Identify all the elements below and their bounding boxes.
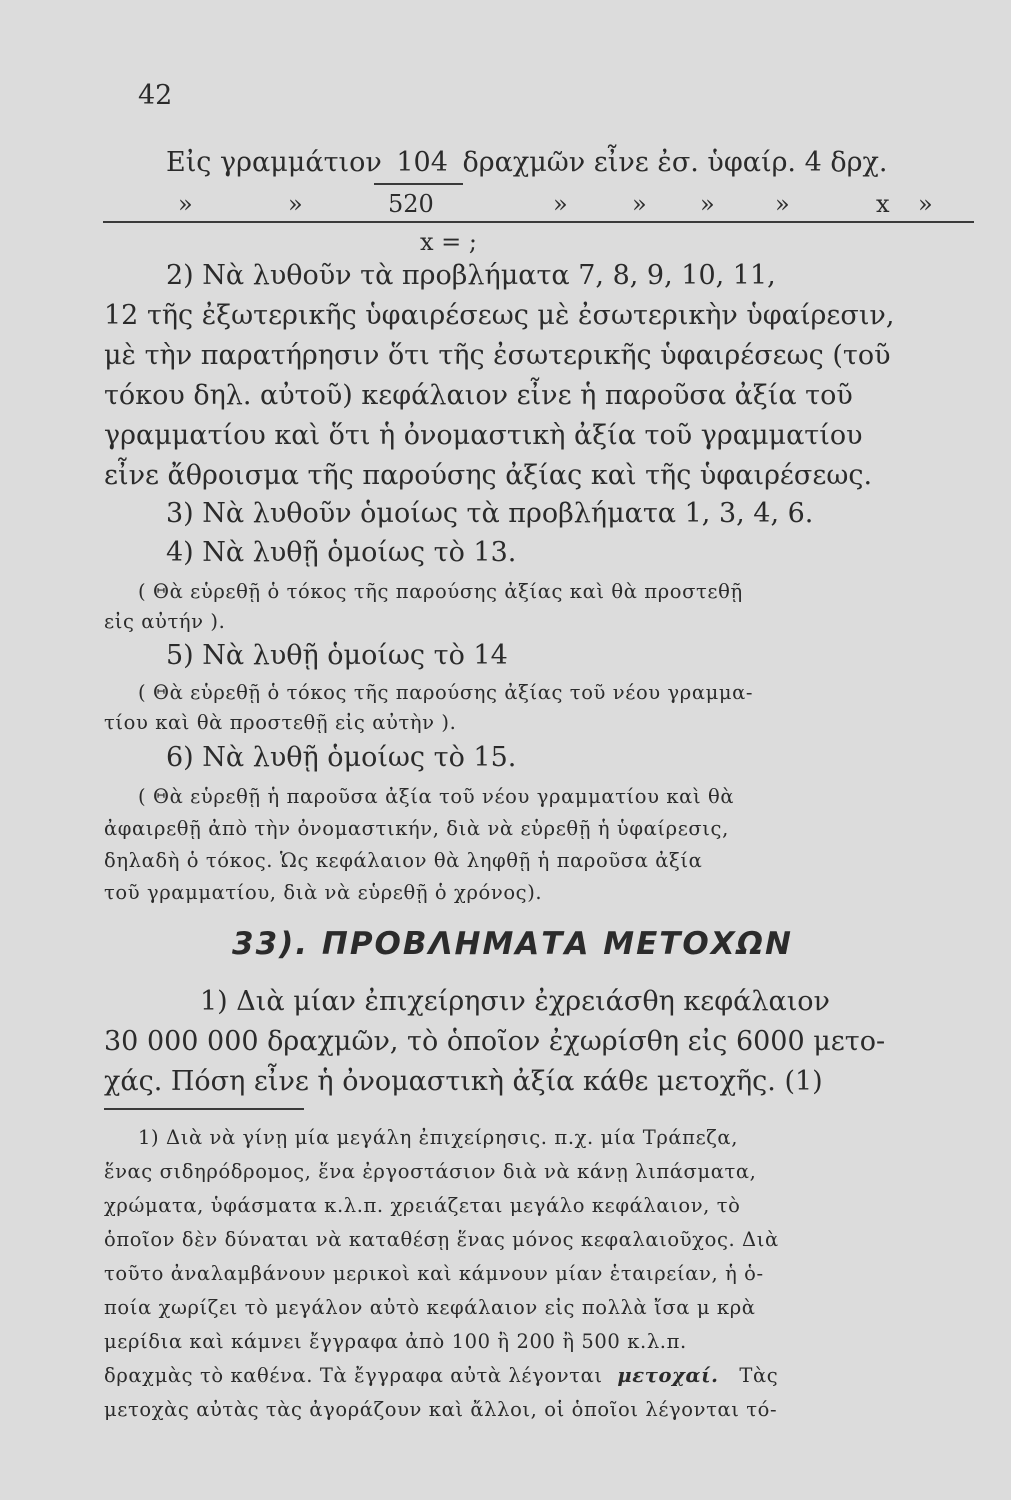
footnote-line: μερίδια καὶ κάμνει ἔγγραφα ἀπὸ 100 ἢ 200 ἢ 500 κ.λ.π. bbox=[104, 1330, 687, 1353]
fraction-row-1 bbox=[166, 147, 887, 178]
emphasized-term: μετοχαί. bbox=[617, 1364, 719, 1387]
ditto-mark: » bbox=[775, 190, 790, 218]
footnote-separator bbox=[104, 1108, 304, 1110]
paragraph-line: 5) Νὰ λυθῇ ὁμοίως τὸ 14 bbox=[166, 640, 508, 671]
ditto-mark: » bbox=[918, 190, 933, 218]
text-line: 2) Νὰ λυθοῦν τὰ προβλήματα 7, 8, 9, 10, 11, bbox=[166, 260, 776, 291]
section-heading: 33). ΠΡΟΒΛΗΜΑΤΑ ΜΕΤΟΧΩΝ bbox=[232, 926, 793, 962]
footnote-line: ἕνας σιδηρόδρομος, ἕνα ἐργοστάσιον διὰ νὰ κάνῃ λιπάσματα, bbox=[104, 1160, 757, 1183]
paragraph-line: 12 τῆς ἐξωτερικῆς ὑφαιρέσεως μὲ ἐσωτερικὴν ὑφαίρεσιν, bbox=[104, 300, 895, 331]
paragraph-line: εἶνε ἄθροισμα τῆς παρούσης ἀξίας καὶ τῆς ὑφαιρέσεως. bbox=[104, 460, 873, 491]
footnote-line bbox=[104, 1364, 778, 1387]
fraction-bar bbox=[374, 183, 463, 185]
problem-line: 30 000 000 δραχμῶν, τὸ ὁποῖον ἐχωρίσθη εἰς 6000 μετο- bbox=[104, 1026, 886, 1057]
footnote-line: ὁποῖον δὲν δύναται νὰ καταθέσῃ ἕνας μόνος κεφαλαιοῦχος. Διὰ bbox=[104, 1228, 779, 1251]
fraction-row-1-label: Εἰς γραμμάτιον bbox=[166, 147, 382, 178]
unknown-x: x bbox=[876, 190, 890, 218]
paragraph-line: γραμματίου καὶ ὅτι ἡ ὀνομαστικὴ ἀξία τοῦ γραμματίου bbox=[104, 420, 863, 451]
ditto-mark: » bbox=[288, 190, 303, 218]
ditto-mark: » bbox=[632, 190, 647, 218]
page-number: 42 bbox=[138, 80, 173, 111]
footnote-line: τοῦτο ἀναλαμβάνουν μερικοὶ καὶ κάμνουν μίαν ἑταιρείαν, ἡ ὁ- bbox=[104, 1262, 764, 1285]
paragraph-line: 6) Νὰ λυθῇ ὁμοίως τὸ 15. bbox=[166, 742, 517, 773]
fraction-denominator: 520 bbox=[388, 190, 434, 218]
fraction-row-2 bbox=[166, 190, 974, 220]
note-line: εἰς αὐτήν ). bbox=[104, 610, 226, 633]
ditto-mark: » bbox=[700, 190, 715, 218]
footnote-text: Τὰς bbox=[739, 1364, 779, 1387]
horizontal-rule bbox=[103, 221, 974, 223]
note-line: τίου καὶ θὰ προστεθῇ εἰς αὐτὴν ). bbox=[104, 711, 457, 734]
note-line: ( Θὰ εὑρεθῇ ἡ παροῦσα ἀξία τοῦ νέου γραμματίου καὶ θὰ bbox=[138, 785, 735, 808]
note-line: ( Θὰ εὑρεθῇ ὁ τόκος τῆς παρούσης ἀξίας τοῦ νέου γραμμα- bbox=[138, 681, 754, 704]
problem-line: χάς. Πόση εἶνε ἡ ὀνομαστικὴ ἀξία κάθε μετοχῆς. (1) bbox=[104, 1066, 823, 1097]
problem-line: 1) Διὰ μίαν ἐπιχείρησιν ἐχρειάσθη κεφάλαιον bbox=[200, 986, 830, 1017]
fraction-result: x = ; bbox=[420, 228, 477, 256]
note-line: δηλαδὴ ὁ τόκος. Ὡς κεφάλαιον θὰ ληφθῇ ἡ παροῦσα ἀξία bbox=[104, 849, 703, 872]
note-line: ( Θὰ εὑρεθῇ ὁ τόκος τῆς παρούσης ἀξίας καὶ θὰ προστεθῇ bbox=[138, 580, 743, 603]
footnote-line: χρώματα, ὑφάσματα κ.λ.π. χρειάζεται μεγάλο κεφάλαιον, τὸ bbox=[104, 1194, 741, 1217]
footnote-line: μετοχὰς αὐτὰς τὰς ἀγοράζουν καὶ ἄλλοι, οἱ ὁποῖοι λέγονται τό- bbox=[104, 1398, 778, 1421]
fraction-numerator: 104 bbox=[396, 147, 448, 178]
ditto-mark: » bbox=[553, 190, 568, 218]
footnote-line: ποία χωρίζει τὸ μεγάλον αὐτὸ κεφάλαιον εἰς πολλὰ ἴσα μ κρὰ bbox=[104, 1296, 756, 1319]
footnote-line: 1) Διὰ νὰ γίνῃ μία μεγάλη ἐπιχείρησις. π.χ. μία Τράπεζα, bbox=[138, 1126, 739, 1149]
note-line: τοῦ γραμματίου, διὰ νὰ εὑρεθῇ ὁ χρόνος). bbox=[104, 881, 543, 904]
paragraph-line: 4) Νὰ λυθῇ ὁμοίως τὸ 13. bbox=[166, 537, 517, 568]
footnote-text: δραχμὰς τὸ καθένα. Τὰ ἔγγραφα αὐτὰ λέγονται bbox=[104, 1364, 603, 1387]
paragraph-line bbox=[166, 260, 974, 291]
paragraph-line: τόκου δηλ. αὐτοῦ) κεφάλαιον εἶνε ἡ παροῦσα ἀξία τοῦ bbox=[104, 380, 853, 411]
paragraph-line: 3) Νὰ λυθοῦν ὁμοίως τὰ προβλήματα 1, 3, 4, 6. bbox=[166, 498, 814, 529]
paragraph-line: μὲ τὴν παρατήρησιν ὅτι τῆς ἐσωτερικῆς ὑφαιρέσεως (τοῦ bbox=[104, 340, 891, 371]
note-line: ἀφαιρεθῇ ἀπὸ τὴν ὀνομαστικήν, διὰ νὰ εὑρεθῇ ἡ ὑφαίρεσις, bbox=[104, 817, 729, 840]
ditto-mark: » bbox=[178, 190, 193, 218]
fraction-row-1-rest: δραχμῶν εἶνε ἐσ. ὑφαίρ. 4 δρχ. bbox=[462, 147, 888, 178]
